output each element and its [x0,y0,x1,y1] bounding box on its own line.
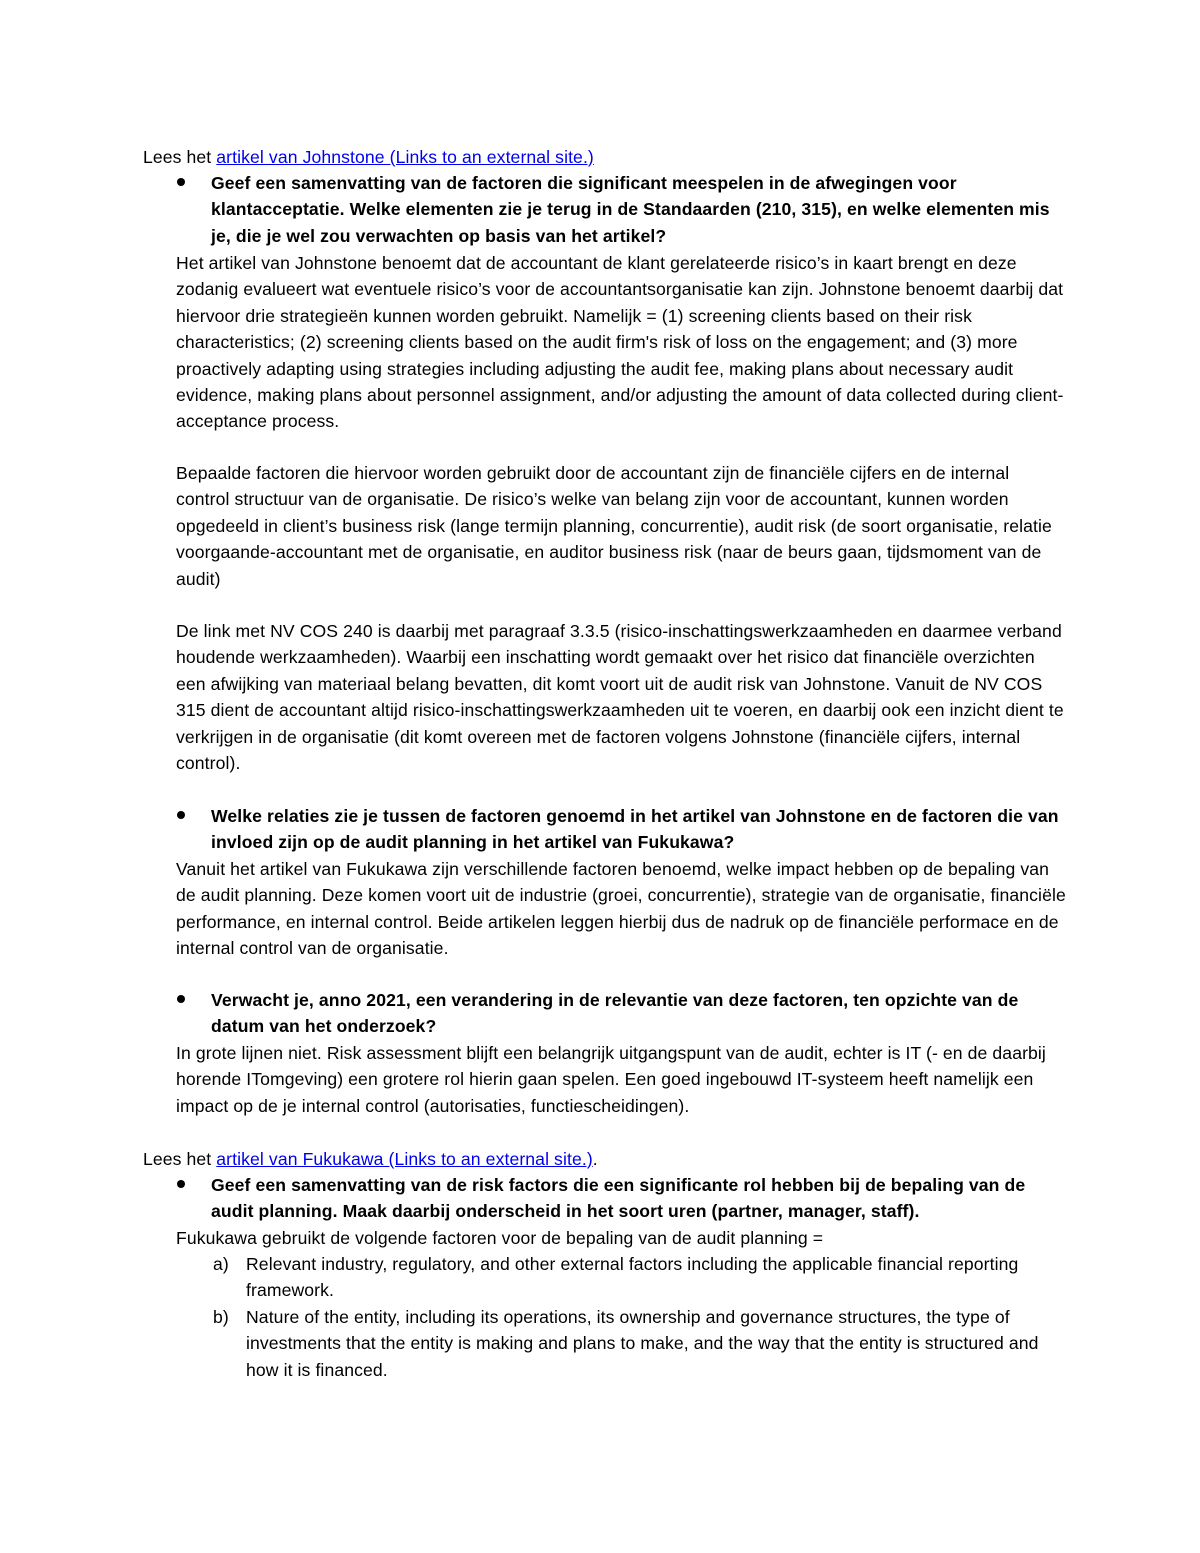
answer-paragraph: Bepaalde factoren die hiervoor worden gebruikt door de accountant zijn de financiële cijfers en de internal control structuur van de organisatie. De risico’s welke van belang zijn voor de accountant, kunnen worden opgedeeld in client’s business risk (lange termijn planning, concurrentie), audit risk (de soort organisatie, relatie voorgaande-accountant met de organisatie, en auditor business risk (naar de beurs gaan, tijdsmoment van de audit) [176,463,1052,589]
read-fukukawa-line [143,1146,598,1172]
answer-paragraph: De link met NV COS 240 is daarbij met paragraaf 3.3.5 (risico-inschattingswerkzaamheden en daarmee verband houdende werkzaamheden). Waarbij een inschatting wordt gemaakt over het risico dat financiële overzichten een afwijking van materiaal belang bevatten, dit komt voort uit de audit risk van Johnstone. Vanuit de NV COS 315 dient de accountant altijd risico-inschattingswerkzaamheden uit te voeren, en daarbij ook een inzicht dient te verkrijgen in de organisatie (dit komt overeen met de factoren volgens Johnstone (financiële cijfers, internal control). [176,621,1064,774]
question-risk-factors: Geef een samenvatting van de risk factors die een significante rol hebben bij de bepaling van de audit planning. Maak daarbij onderscheid in het soort uren (partner, manager, staff). [211,1175,1026,1222]
trailing-period: . [592,1149,598,1169]
list-item: Relevant industry, regulatory, and other external factors including the applicable financial reporting framework. [246,1254,1019,1301]
list-marker: b) [213,1307,229,1327]
lees-het-label: Lees het [143,1149,217,1169]
bullet-icon [177,1180,185,1188]
fukukawa-article-link[interactable]: artikel van Fukukawa (Links to an external site.) [216,1149,593,1169]
bullet-icon [177,995,185,1003]
question-relevance-2021: Verwacht je, anno 2021, een verandering in de relevantie van deze factoren, ten opzichte van de datum van het onderzoek? [211,990,1019,1037]
read-johnstone-line [143,144,594,170]
question-client-acceptance: Geef een samenvatting van de factoren die significant meespelen in de afwegingen voor klantacceptatie. Welke elementen zie je terug in de Standaarden (210, 315), en welke elementen mis je, die je wel zou verwachten op basis van het artikel? [211,173,1050,246]
bullet-icon [177,811,185,819]
answer-paragraph: Het artikel van Johnstone benoemt dat de accountant de klant gerelateerde risico’s in kaart brengt en deze zodanig evalueert wat eventuele risico’s voor de accountantsorganisatie kan zijn. Johnstone benoemt daarbij dat hiervoor drie strategieën kunnen worden gebruikt. Namelijk = (1) screening clients based on their risk characteristics; (2) screening clients based on the audit firm's risk of loss on the engagement; and (3) more proactively adapting using strategies including adjusting the audit fee, making plans about necessary audit evidence, making plans about personnel assignment, and/or adjusting the amount of data collected during client-acceptance process. [176,253,1064,432]
bullet-icon [177,178,185,186]
answer-paragraph: In grote lijnen niet. Risk assessment blijft een belangrijk uitgangspunt van de audit, echter is IT (- en de daarbij horende ITomgeving) een grotere rol hierin gaan spelen. Een goed ingebouwd IT-systeem heeft namelijk een impact op de je internal control (autorisaties, functiescheidingen). [176,1043,1046,1116]
lees-het-label: Lees het [143,147,217,167]
answer-paragraph: Vanuit het artikel van Fukukawa zijn verschillende factoren benoemd, welke impact hebben op de bepaling van de audit planning. Deze komen voort uit de industrie (groei, concurrentie), strategie van de organisatie, financiële performance, en internal control. Beide artikelen leggen hierbij dus de nadruk op de financiële performace en de internal control van de organisatie. [176,859,1066,959]
answer-intro: Fukukawa gebruikt de volgende factoren voor de bepaling van de audit planning = [176,1228,824,1248]
question-relations: Welke relaties zie je tussen de factoren genoemd in het artikel van Johnstone en de factoren die van invloed zijn op de audit planning in het artikel van Fukukawa? [211,806,1059,853]
johnstone-article-link[interactable]: artikel van Johnstone (Links to an external site.) [216,147,594,167]
list-marker: a) [213,1254,229,1274]
list-item: Nature of the entity, including its operations, its ownership and governance structures, the type of investments that the entity is making and plans to make, and the way that the entity is structured and how it is financed. [246,1307,1039,1380]
